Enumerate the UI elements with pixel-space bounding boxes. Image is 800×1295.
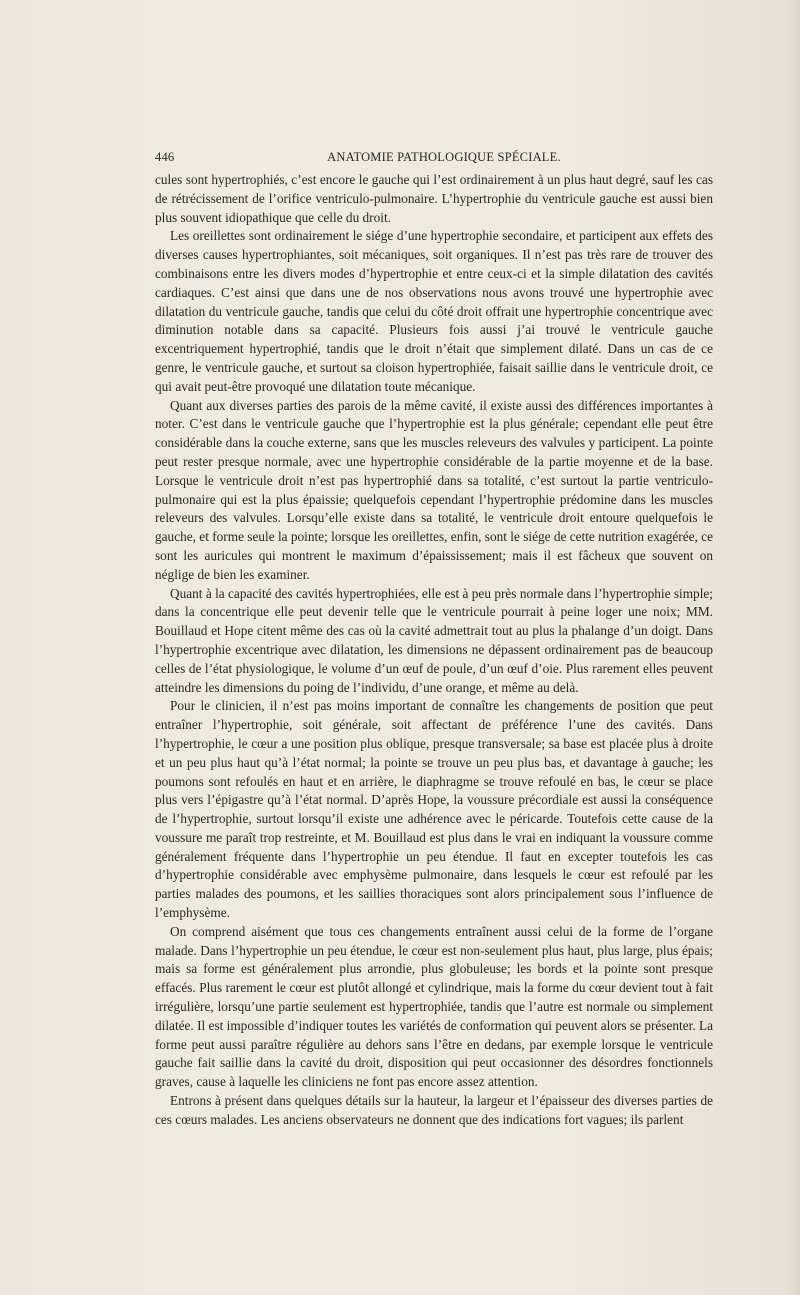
paragraph-parois: Quant aux diverses parties des parois de la même cavité, il existe aussi des différences importantes à noter. C’est dans le ventricule gauche que l’hypertrophie est la plus générale; cependant elle peut être considérable dans la couche externe, sans que les muscles releveurs des valvules y participent. La pointe peut rester presque normale, avec une hypertrophie considérable de la partie moyenne et de la base. Lorsque le ventricule droit n’est pas hypertrophié dans sa totalité, c’est surtout la partie ventriculo-pulmonaire qui est la plus épaissie; quelquefois cependant l’hypertrophie prédomine dans les muscles releveurs des valvules. Lorsqu’elle existe dans sa totalité, le ventricule droit entoure quelquefois le gauche, et forme seule la pointe; lorsque les oreillettes, enfin, sont le siége de cette nutrition exagérée, ce sont les auricules qui montrent le maximum d’épaississement; mais il est fâcheux que souvent on néglige de bien les examiner. [155, 397, 713, 582]
page-number: 446 [155, 150, 175, 164]
paragraph-dimensions: Entrons à présent dans quelques détails sur la hauteur, la largeur et l’épaisseur des diverses parties de ces cœurs malades. Les anciens observateurs ne donnent que des indications fort vagues; ils parlent [155, 1093, 713, 1127]
page-edge-shadow [786, 0, 800, 1295]
body-text [155, 171, 713, 1130]
paragraph-oreillettes: Les oreillettes sont ordinairement le siége d’une hypertrophie secondaire, et participent aux effets des diverses causes hypertrophiantes, soit mécaniques, soit organiques. Il n’est pas très rare de trouver des combinaisons entre les divers modes d’hypertrophie et entre ceux-ci et la simple dilatation des cavités cardiaques. C’est ainsi que dans une de nos observations nous avons trouvé une hypertrophie avec dilatation du ventricule gauche, tandis que celui du côté droit offrait une hypertrophie concentrique avec diminution notable dans sa capacité. Plusieurs fois aussi j’ai trouvé le ventricule gauche excentriquement hypertrophié, tandis que le droit n’était que simplement dilaté. Dans un cas de ce genre, le ventricule gauche, et surtout sa cloison hypertrophiée, faisait saillie dans le ventricule droit, ce qui avait peut-être provoqué une dilatation toute mécanique. [155, 228, 713, 394]
paragraph-position: Pour le clinicien, il n’est pas moins important de connaître les changements de position que peut entraîner l’hypertrophie, soit générale, soit affectant de préférence l’une des cavités. Dans l’hypertrophie, le cœur a une position plus oblique, presque transversale; sa base est placée plus à droite et un peu plus haut qu’à l’état normal; la pointe se trouve un peu plus bas, et davantage à gauche; les poumons sont refoulés en haut et en arrière, le diaphragme se trouve refoulé en bas, le cœur se place plus vers l’épigastre qu’à l’état normal. D’après Hope, la voussure précordiale est aussi la conséquence de l’hypertrophie, surtout lorsqu’il existe une adhérence avec le péricarde. Toutefois cette cause de la voussure me paraît trop restreinte, et M. Bouillaud est plus dans le vrai en indiquant la voussure comme généralement fréquente dans l’hypertrophie un peu étendue. Il faut en excepter toutefois les cas d’hypertrophie considérable avec emphysème pulmonaire, dans lesquels le cœur est refoulé par les parties malades des poumons, et les saillies thoraciques sont alors principalement sous l’influence de l’emphysème. [155, 698, 713, 921]
paragraph-forme: On comprend aisément que tous ces changements entraînent aussi celui de la forme de l’organe malade. Dans l’hypertrophie un peu étendue, le cœur est non-seulement plus haut, plus large, plus épais; mais sa forme est généralement plus arrondie, plus globuleuse; les bords et la pointe sont presque effacés. Plus rarement le cœur est plutôt allongé et cylindrique, mais la forme du cœur devient tout à fait irrégulière, lorsqu’une partie seulement est hypertrophiée, tandis que l’autre est normale ou simplement dilatée. Il est impossible d’indiquer toutes les variétés de conformation qui peuvent alors se présenter. La forme peut aussi paraître régulière au dehors sans l’être en dedans, par exemple lorsque le ventricule gauche fait saillie dans la cavité du droit, disposition qui peut occasionner des désordres fonctionnels graves, cause à laquelle les cliniciens ne font pas encore assez attention. [155, 923, 713, 1090]
page-header [155, 150, 713, 168]
running-title: ANATOMIE PATHOLOGIQUE SPÉCIALE. [327, 150, 561, 164]
paragraph-continuation: cules sont hypertrophiés, c’est encore le gauche qui l’est ordinairement à un plus haut degré, sauf les cas de rétrécissement de l’orifice ventriculo-pulmonaire. L’hypertrophie du ventricule gauche est aussi bien plus souvent idiopathique que celle du droit. [155, 172, 713, 225]
paragraph-capacite: Quant à la capacité des cavités hypertrophiées, elle est à peu près normale dans l’hypertrophie simple; dans la concentrique elle peut devenir telle que le ventricule pourrait à peine loger une noix; MM. Bouillaud et Hope citent même des cas où la cavité admettrait tout au plus la phalange d’un doigt. Dans l’hypertrophie excentrique avec dilatation, les dimensions ne dépassent ordinairement pas de beaucoup celles de l’état physiologique, le volume d’un œuf de poule, d’un œuf d’oie. Plus rarement elles peuvent atteindre les dimensions du poing de l’individu, d’une orange, et même au delà. [155, 585, 713, 695]
